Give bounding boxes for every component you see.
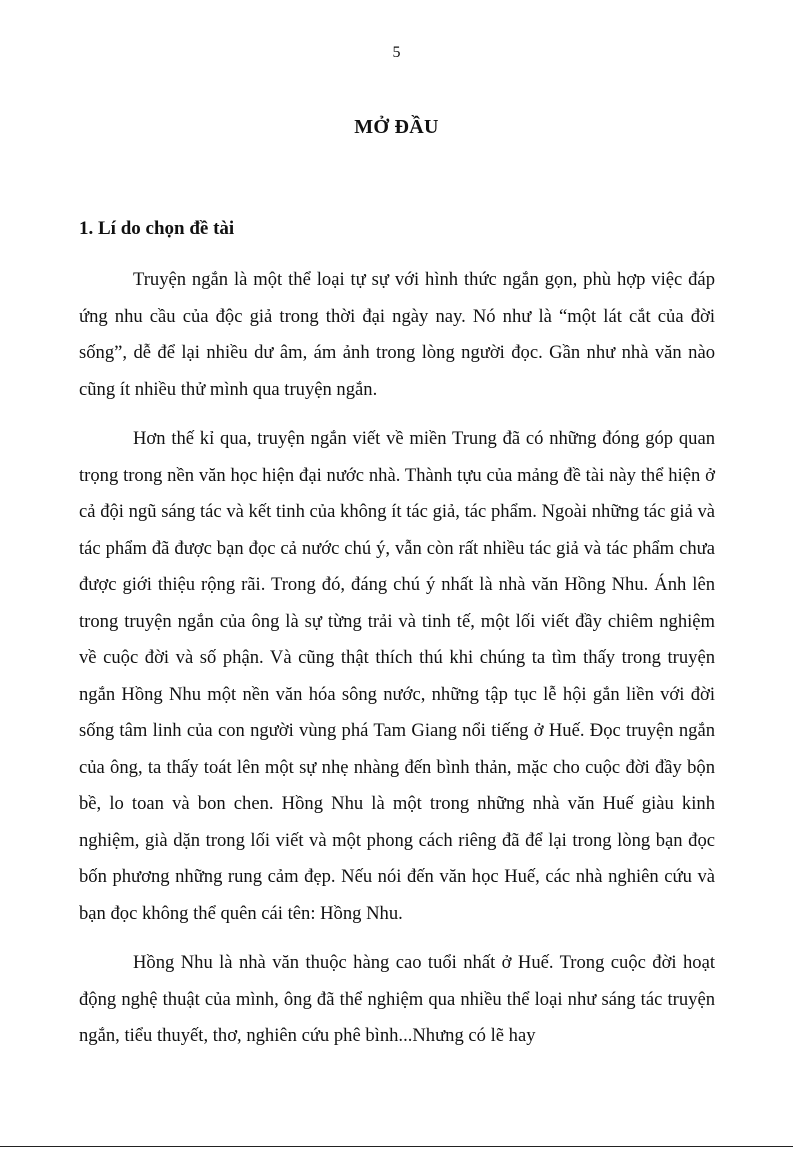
page-number: 5 bbox=[392, 44, 401, 61]
section-heading: 1. Lí do chọn đề tài bbox=[79, 218, 235, 239]
body-text bbox=[79, 262, 715, 1068]
chapter-title: MỞ ĐẦU bbox=[354, 116, 439, 138]
paragraph: Truyện ngắn là một thể loại tự sự với hình thức ngắn gọn, phù hợp việc đáp ứng nhu cầu của độc giả trong thời đại ngày nay. Nó như là “một lát cắt của đời sống”, dễ để lại nhiều dư âm, ám ảnh trong lòng người đọc. Gần như nhà văn nào cũng ít nhiều thử mình qua truyện ngắn. bbox=[79, 269, 715, 400]
page-bottom-rule bbox=[0, 1146, 793, 1147]
paragraph: Hồng Nhu là nhà văn thuộc hàng cao tuổi nhất ở Huế. Trong cuộc đời hoạt động nghệ thuật của mình, ông đã thể nghiệm qua nhiều thể loại như sáng tác truyện ngắn, tiểu thuyết, thơ, nghiên cứu phê bình...Nhưng có lẽ hay bbox=[79, 952, 715, 1046]
paragraph: Hơn thế kỉ qua, truyện ngắn viết về miền Trung đã có những đóng góp quan trọng trong nền văn học hiện đại nước nhà. Thành tựu của mảng đề tài này thể hiện ở cả đội ngũ sáng tác và kết tinh của không ít tác giả, tác phẩm. Ngoài những tác giả và tác phẩm đã được bạn đọc cả nước chú ý, vẫn còn rất nhiều tác giả và tác phẩm chưa được giới thiệu rộng rãi. Trong đó, đáng chú ý nhất là nhà văn Hồng Nhu. Ánh lên trong truyện ngắn của ông là sự từng trải và tinh tế, một lối viết đầy chiêm nghiệm về cuộc đời và số phận. Và cũng thật thích thú khi chúng ta tìm thấy trong truyện ngắn Hồng Nhu một nền văn hóa sông nước, những tập tục lễ hội gắn liền với đời sống tâm linh của con người vùng phá Tam Giang nổi tiếng ở Huế. Đọc truyện ngắn của ông, ta thấy toát lên một sự nhẹ nhàng đến bình thản, mặc cho cuộc đời đầy bộn bề, lo toan và bon chen. Hồng Nhu là một trong những nhà văn Huế giàu kinh nghiệm, già dặn trong lối viết và một phong cách riêng đã để lại trong lòng bạn đọc bốn phương những rung cảm đẹp. Nếu nói đến văn học Huế, các nhà nghiên cứu và bạn đọc không thể quên cái tên: Hồng Nhu. bbox=[79, 428, 715, 924]
